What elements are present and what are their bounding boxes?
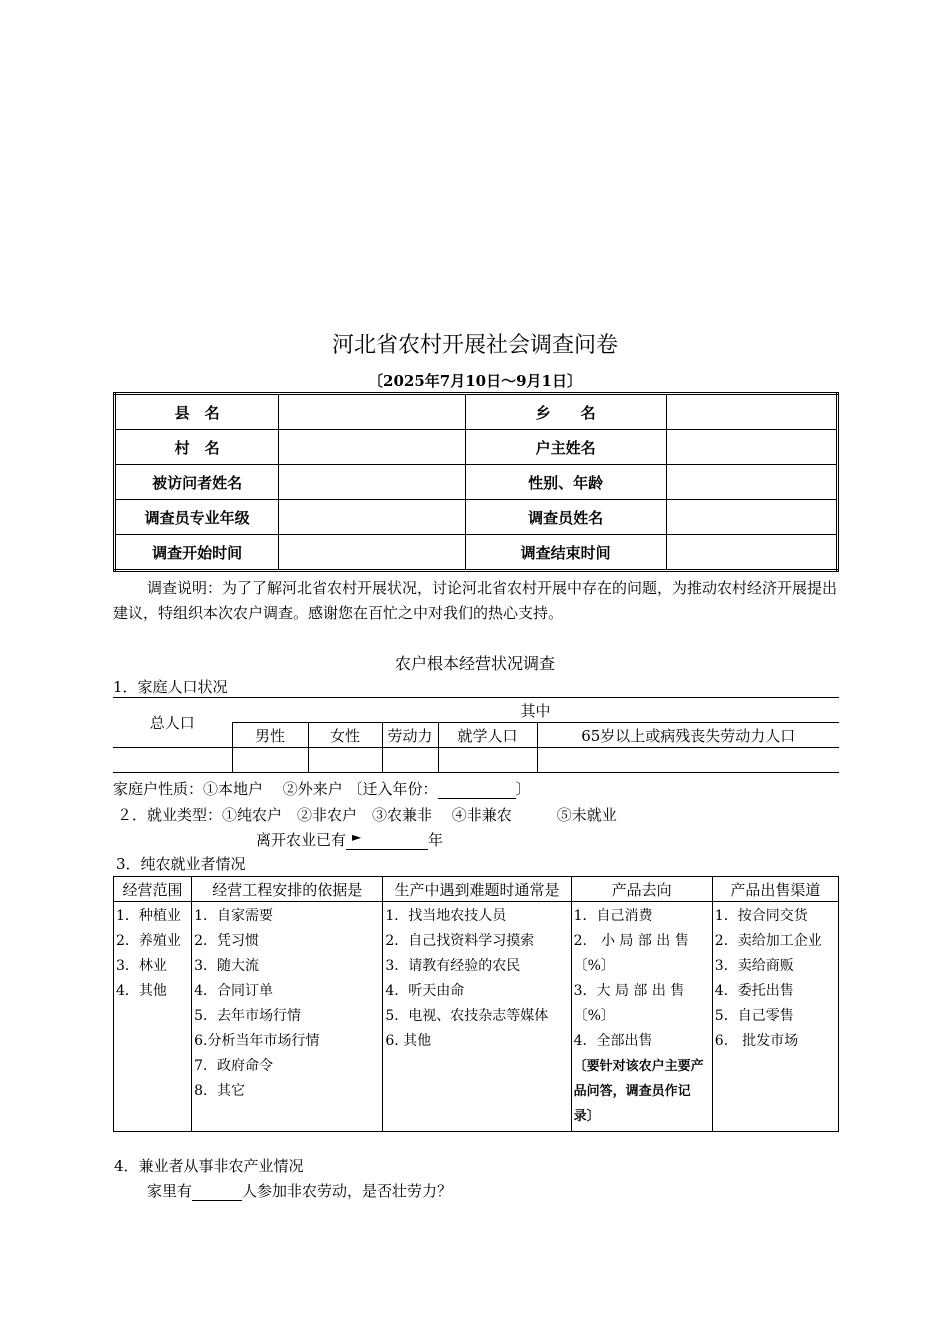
student-cell[interactable]: [438, 748, 537, 773]
option[interactable]: 5．去年市场行情: [194, 1008, 302, 1024]
investigator-major-value-cell[interactable]: [279, 500, 465, 535]
householder-label: 户主姓名: [465, 430, 666, 465]
option[interactable]: 3．请教有经验的农民: [385, 958, 521, 974]
respondent-label: 被访问者姓名: [115, 465, 279, 500]
investigator-name-label: 调查员姓名: [465, 500, 666, 535]
channel-header: 产品出售渠道: [712, 877, 838, 902]
option[interactable]: 2．养殖业: [116, 933, 181, 949]
problem-header: 生产中遇到难题时通常是: [383, 877, 571, 902]
option-percent: 〔%〕: [573, 958, 615, 974]
arrow-icon: ►: [352, 830, 362, 844]
section-title: 农户根本经营状况调查: [394, 654, 555, 673]
option[interactable]: 2．自己找资料学习摸索: [385, 933, 535, 949]
male-cell[interactable]: [232, 748, 308, 773]
investigator-major-label: 调查员专业年级: [115, 500, 279, 535]
farming-ops-table: [113, 876, 839, 1132]
intro-text: 调查说明：为了了解河北省农村开展状况，讨论河北省农村开展中存在的问题，为推动农村经济开展提出建议，特组织本次农户调查。感谢您在百忙之中对我们的热心支持。: [113, 579, 838, 622]
non-farm-count-blank[interactable]: [192, 1184, 242, 1201]
option[interactable]: 5．自己零售: [714, 1008, 794, 1024]
option[interactable]: 2. 小 局 部 出 售: [573, 933, 689, 949]
destination-header: 产品去向: [571, 877, 712, 902]
channel-options: [712, 902, 838, 1132]
start-time-label: 调查开始时间: [115, 535, 279, 571]
years-blank[interactable]: [346, 830, 428, 850]
village-label: 村 名: [115, 430, 279, 465]
population-table: [113, 697, 839, 773]
township-label: 乡 名: [465, 394, 666, 430]
respondent-value-cell[interactable]: [279, 465, 465, 500]
basis-options: [192, 902, 383, 1132]
among-header: 其中: [232, 698, 839, 723]
years-text: 年: [428, 831, 444, 849]
male-header: 男性: [232, 723, 308, 748]
option[interactable]: 3．大 局 部 出 售: [573, 983, 685, 999]
option[interactable]: 3．随大流: [194, 958, 260, 974]
household-type-line: [113, 778, 531, 799]
move-in-year-blank[interactable]: [438, 782, 516, 799]
q4-line-text: 家里有: [147, 1182, 193, 1200]
option[interactable]: 4．其他: [116, 983, 167, 999]
investigator-name-value-cell[interactable]: [666, 500, 837, 535]
option[interactable]: 4．委托出售: [714, 983, 794, 999]
householder-value-cell[interactable]: [666, 430, 837, 465]
destination-note: 〔要针对该农户主要产品问答，调查员作记录〕: [573, 1059, 704, 1124]
option[interactable]: 3．林业: [116, 958, 167, 974]
female-cell[interactable]: [308, 748, 382, 773]
option[interactable]: 3．卖给商贩: [714, 958, 794, 974]
survey-intro: [113, 576, 839, 626]
scope-header: 经营范围: [114, 877, 192, 902]
left-farming-text: 离开农业已有: [256, 831, 347, 849]
q4-label: 4．兼业者从事非农产业情况: [114, 1157, 304, 1175]
q1-label: 1．家庭人口状况: [113, 678, 228, 696]
option-percent: 〔%〕: [573, 1008, 615, 1024]
female-header: 女性: [308, 723, 382, 748]
student-header: 就学人口: [438, 723, 537, 748]
option[interactable]: 1．自家需要: [194, 908, 274, 924]
elderly-header: 65岁以上或病残丧失劳动力人口: [581, 726, 796, 745]
option[interactable]: 6. 批发市场: [714, 1033, 799, 1049]
county-value-cell[interactable]: [279, 394, 465, 430]
option[interactable]: 8．其它: [194, 1083, 246, 1099]
end-time-value-cell[interactable]: [666, 535, 837, 571]
option[interactable]: 1．找当地农技人员: [385, 908, 507, 924]
option[interactable]: 4．合同订单: [194, 983, 274, 999]
survey-period: 〔2025年7月10日～9月1日〕: [368, 372, 582, 390]
q2-label: ２．就业类型：①纯农户 ②非农户 ③农兼非 ④非兼农 ⑤未就业: [117, 806, 617, 824]
problem-options: [383, 902, 571, 1132]
option[interactable]: 2．卖给加工企业: [714, 933, 822, 949]
option[interactable]: 6.分析当年市场行情: [194, 1033, 320, 1049]
labor-cell[interactable]: [382, 748, 438, 773]
option[interactable]: 2．凭习惯: [194, 933, 260, 949]
option[interactable]: 4．听天由命: [385, 983, 465, 999]
q4-line-end: 人参加非农劳动，是否壮劳力？: [242, 1182, 453, 1200]
left-farming-line: [256, 829, 443, 850]
total-pop-cell[interactable]: [113, 748, 232, 773]
option[interactable]: 7．政府命令: [194, 1058, 274, 1074]
end-time-label: 调查结束时间: [465, 535, 666, 571]
start-time-value-cell[interactable]: [279, 535, 465, 571]
option[interactable]: 5．电视、农技杂志等媒体: [385, 1008, 549, 1024]
page-title: 河北省农村开展社会调查问卷: [331, 333, 618, 358]
elderly-cell[interactable]: [537, 748, 839, 773]
q3-label: 3．纯农就业者情况: [116, 855, 246, 873]
total-pop-header: 总人口: [113, 698, 232, 748]
q4-line: [147, 1180, 452, 1201]
labor-header: 劳动力: [382, 723, 438, 748]
option[interactable]: 1．种植业: [116, 908, 181, 924]
basic-info-table: [113, 392, 839, 572]
village-value-cell[interactable]: [279, 430, 465, 465]
option[interactable]: 1．自己消费: [573, 908, 653, 924]
option[interactable]: 1．按合同交货: [714, 908, 808, 924]
option[interactable]: 6. 其他: [385, 1033, 432, 1049]
household-type-text: 家庭户性质：①本地户 ②外来户 〔迁入年份：: [113, 780, 438, 798]
gender-age-label: 性别、年龄: [465, 465, 666, 500]
basis-header: 经营工程安排的依据是: [192, 877, 383, 902]
gender-age-value-cell[interactable]: [666, 465, 837, 500]
household-type-end: 〕: [515, 780, 531, 798]
township-value-cell[interactable]: [666, 394, 837, 430]
county-label: 县 名: [115, 394, 279, 430]
option[interactable]: 4．全部出售: [573, 1033, 653, 1049]
scope-options: [114, 902, 192, 1132]
destination-options: [571, 902, 712, 1132]
